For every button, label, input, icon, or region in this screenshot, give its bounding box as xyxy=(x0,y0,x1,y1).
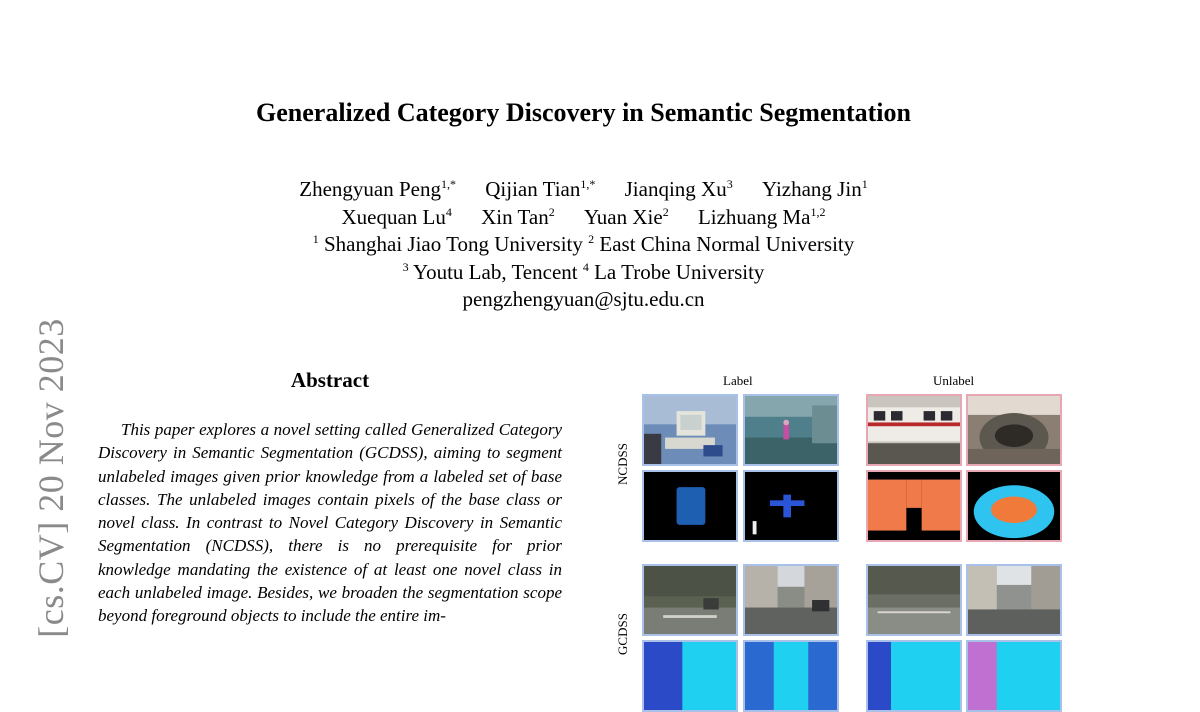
author xyxy=(342,205,452,229)
authors-line-2 xyxy=(0,204,1167,232)
affiliation: Shanghai Jiao Tong University xyxy=(318,232,589,256)
author-sup: 1,* xyxy=(441,177,457,191)
author-sup: 3 xyxy=(726,177,733,191)
affiliation-line-1 xyxy=(0,231,1167,259)
paper-title: Generalized Category Discovery in Semantic Segmentation xyxy=(256,98,911,127)
ncdss-label-mask-skater xyxy=(743,470,839,542)
author-name: Xin Tan xyxy=(481,204,549,229)
affiliation-line-2 xyxy=(0,259,1167,287)
gcdss-label-mask-1 xyxy=(642,640,738,712)
author-sup: 1,2 xyxy=(810,204,826,219)
affiliation: Youtu Lab, Tencent xyxy=(408,259,583,284)
affiliation: La Trobe University xyxy=(588,259,765,284)
ncdss-unlabel-mask-cat xyxy=(966,470,1062,542)
author-sup: 2 xyxy=(548,204,555,219)
figure-row-label-ncdss: NCDSS xyxy=(615,443,630,485)
author xyxy=(485,177,595,201)
ncdss-label-mask-computer xyxy=(642,470,738,542)
author-name: Qijian Tian xyxy=(485,177,581,201)
ncdss-label-image-computer xyxy=(642,394,738,466)
affiliation-sup: 4 xyxy=(582,259,589,274)
author-name: Yizhang Jin xyxy=(761,177,862,201)
author xyxy=(481,205,555,229)
author-name: Zhengyuan Peng xyxy=(299,177,442,201)
ncdss-unlabel-mask-train xyxy=(866,470,962,542)
gcdss-label-image-street-2 xyxy=(743,564,839,636)
figure-column-label-unlabel: Unlabel xyxy=(933,373,975,388)
affiliation-sup: 2 xyxy=(588,232,595,246)
gcdss-label-mask-2 xyxy=(743,640,839,712)
author xyxy=(625,177,733,201)
gcdss-unlabel-mask-1 xyxy=(866,640,962,712)
author-sup: 4 xyxy=(445,204,452,219)
author-sup: 1 xyxy=(861,177,868,191)
author xyxy=(299,177,456,201)
author-sup: 1,* xyxy=(580,177,596,191)
gcdss-unlabel-image-street-1 xyxy=(866,564,962,636)
author-name: Xuequan Lu xyxy=(341,204,446,229)
author xyxy=(584,205,669,229)
gcdss-label-image-street-1 xyxy=(642,564,738,636)
email: pengzhengyuan@sjtu.edu.cn xyxy=(462,287,705,311)
gcdss-unlabel-image-street-2 xyxy=(966,564,1062,636)
abstract-body xyxy=(98,418,562,628)
arxiv-stamp: [cs.CV] 20 Nov 2023 xyxy=(31,318,71,638)
author-name: Jianqing Xu xyxy=(624,177,727,201)
abstract-text: This paper explores a novel setting called Generalized Category Discovery in Semantic Segmentation (GCDSS), aiming to segment unlabeled images given prior knowledge from a labeled set of base classes. The unlabeled images contain pixels of the base class or novel class. In contrast to Novel Category Discovery in Semantic Segmentation (NCDSS), there is no prerequisite for prior knowledge mandating the existence of at least one novel class in each unlabeled image. Besides, we broaden the segmentation scope beyond foreground objects to include the entire im- xyxy=(98,420,562,626)
authors-line-1 xyxy=(0,176,1167,204)
figure-column-label-label: Label xyxy=(723,373,753,388)
author-block xyxy=(0,176,1167,314)
ncdss-unlabel-image-cat xyxy=(966,394,1062,466)
author xyxy=(762,177,868,201)
author-sup: 2 xyxy=(662,204,669,219)
affiliation-sup: 1 xyxy=(312,232,319,246)
author xyxy=(698,205,826,229)
author-name: Yuan Xie xyxy=(583,204,663,229)
ncdss-label-image-skater xyxy=(743,394,839,466)
affiliation-sup: 3 xyxy=(402,259,409,274)
gcdss-unlabel-mask-2 xyxy=(966,640,1062,712)
teaser-figure xyxy=(600,370,1080,655)
author-name: Lizhuang Ma xyxy=(697,204,811,229)
abstract-heading: Abstract xyxy=(290,368,370,392)
figure-row-label-gcdss: GCDSS xyxy=(615,613,630,655)
affiliation: East China Normal University xyxy=(594,232,855,256)
ncdss-unlabel-image-train xyxy=(866,394,962,466)
